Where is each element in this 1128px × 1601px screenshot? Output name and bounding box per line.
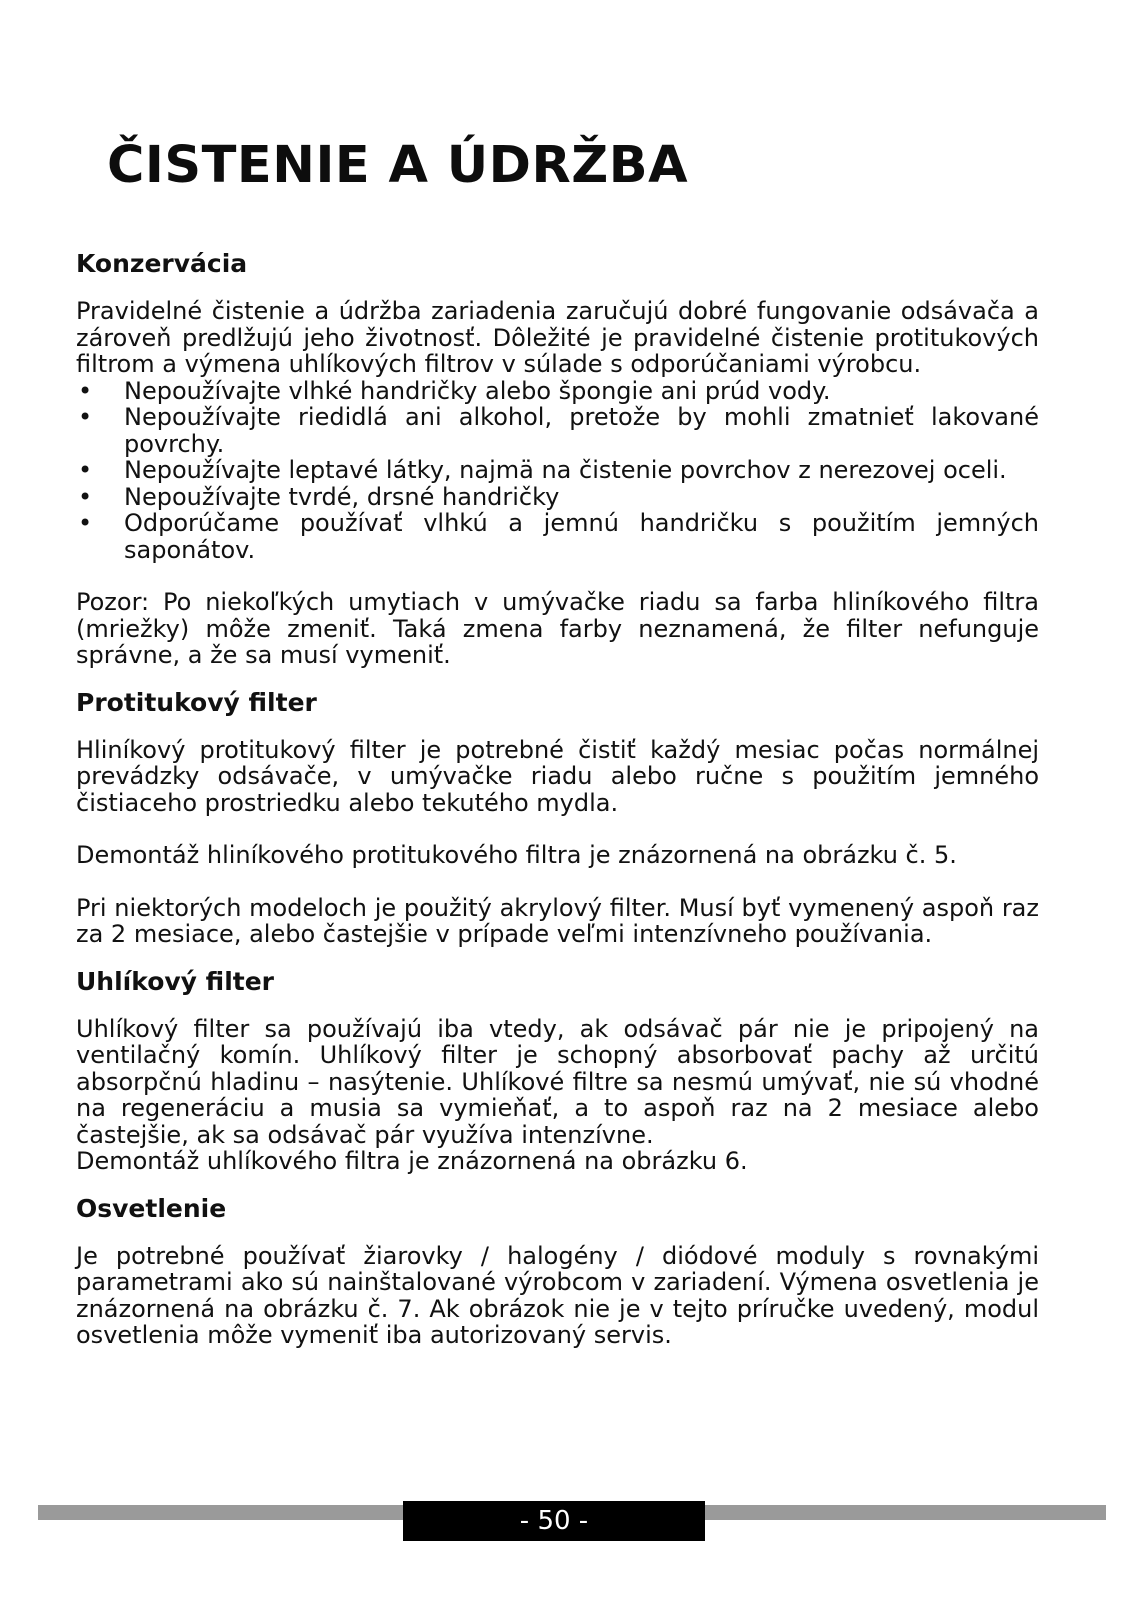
grease-filter-paragraph: Hliníkový protitukový filter je potrebné čistiť každý mesiac počas normálnej prevádzky odsávače, v umývačke riadu alebo ručne s použitím jemného čistiaceho prostriedku alebo tekutého mydla.: [76, 735, 1039, 817]
list-item: • Nepoužívajte vlhké handričky alebo špongie ani prúd vody.: [78, 376, 831, 405]
section-heading-conservation: Konzervácia: [76, 249, 248, 278]
carbon-filter-paragraph: Uhlíkový filter sa používajú iba vtedy, ak odsávač pár nie je pripojený na ventilačný komín. Uhlíkový filter je schopný absorbovať pachy až určitú absorpčnú hladinu – nasýtenie. Uhlíkové filtre sa nesmú umývať, nie sú vhodné na regeneráciu a musia sa vymieňať, a to aspoň raz na 2 mesiace alebo častejšie, ak sa odsávač pár využíva intenzívne.: [76, 1014, 1039, 1149]
lighting-paragraph: Je potrebné používať žiarovky / halogény / diódové moduly s rovnakými parametrami ako sú nainštalované výrobcom v zariadení. Výmena osvetlenia je znázornená na obrázku č. 7. Ak obrázok nie je v tejto príručke uvedený, modul osvetlenia môže vymeniť iba autorizovaný servis.: [76, 1241, 1039, 1349]
conservation-intro: Pravidelné čistenie a údržba zariadenia zaručujú dobré fungovanie odsávača a zároveň predlžujú jeho životnosť. Dôležité je pravidelné čistenie protitukových filtrom a výmena uhlíkových filtrov v súlade s odporúčaniami výrobcu.: [76, 297, 1039, 378]
document-body: [76, 246, 1039, 1349]
section-heading-lighting: Osvetlenie: [76, 1193, 227, 1223]
conservation-warning: Pozor: Po niekoľkých umytiach v umývačke riadu sa farba hliníkového filtra (mriežky) môže zmeniť. Taká zmena farby neznamená, že filter nefunguje správne, a že sa musí vymeniť.: [76, 588, 1039, 669]
carbon-filter-removal: Demontáž uhlíkového filtra je znázornená na obrázku 6.: [76, 1147, 748, 1175]
section-heading-grease-filter: Protitukový filter: [76, 687, 317, 717]
list-item: • Nepoužívajte tvrdé, drsné handričky: [78, 482, 560, 511]
list-item: • Nepoužívajte leptavé látky, najmä na čistenie povrchov z nerezovej oceli.: [78, 456, 1007, 484]
bullet-icon: •: [78, 376, 93, 405]
conservation-bullet-list: [76, 378, 1039, 564]
page-title: ČISTENIE A ÚDRŽBA: [107, 136, 689, 195]
list-item: • Nepoužívajte riedidlá ani alkohol, pretože by mohli zmatnieť lakované povrchy.: [78, 403, 1039, 458]
list-item: • Odporúčame používať vlhkú a jemnú handričku s použitím jemných saponátov.: [78, 509, 1039, 564]
section-heading-carbon-filter: Uhlíkový filter: [76, 966, 274, 996]
bullet-icon: •: [78, 403, 93, 431]
bullet-icon: •: [78, 509, 93, 537]
bullet-icon: •: [78, 482, 93, 511]
page-number: - 50 -: [403, 1501, 705, 1541]
grease-filter-removal: Demontáž hliníkového protitukového filtra je znázornená na obrázku č. 5.: [76, 841, 957, 869]
bullet-icon: •: [78, 456, 93, 484]
acrylic-filter-paragraph: Pri niektorých modeloch je použitý akrylový filter. Musí byť vymenený aspoň raz za 2 mesiace, alebo častejšie v prípade veľmi intenzívneho používania.: [76, 893, 1039, 948]
